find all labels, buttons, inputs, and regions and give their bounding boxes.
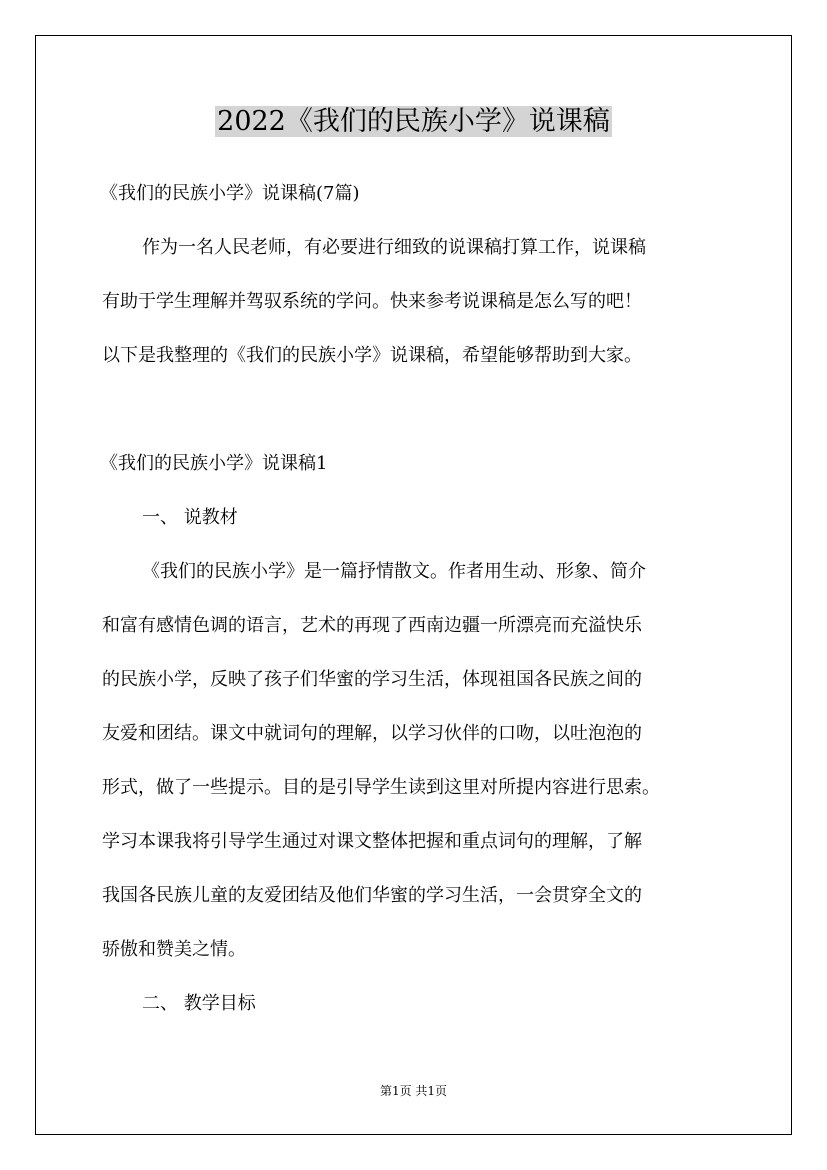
body-line: 《我们的民族小学》是一篇抒情散文。作者用生动、形象、简介: [142, 561, 646, 582]
page-footer: 第1页 共1页: [379, 1084, 448, 1098]
intro-line: 以下是我整理的《我们的民族小学》说课稿，希望能够帮助到大家。: [102, 345, 642, 366]
point-heading: 二、 教学目标: [142, 993, 256, 1014]
body-line: 学习本课我将引导学生通过对课文整体把握和重点词句的理解，了解: [102, 831, 642, 852]
intro-line: 作为一名人民老师，有必要进行细致的说课稿打算工作，说课稿: [142, 237, 646, 258]
point-heading: 一、 说教材: [142, 507, 238, 528]
body-line: 友爱和团结。课文中就词句的理解，以学习伙伴的口吻，以吐泡泡的: [102, 723, 642, 744]
body-line: 和富有感情色调的语言，艺术的再现了西南边疆一所漂亮而充溢快乐: [102, 615, 642, 636]
document-subtitle: 《我们的民族小学》说课稿(7篇): [100, 183, 360, 204]
document-title: [0, 100, 827, 144]
body-line: 我国各民族儿童的友爱团结及他们华蜜的学习生活，一会贯穿全文的: [102, 885, 642, 906]
body-line: 形式，做了一些提示。目的是引导学生读到这里对所提内容进行思索。: [102, 777, 660, 798]
body-line: 骄傲和赞美之情。: [102, 939, 246, 960]
body-line: 的民族小学，反映了孩子们华蜜的学习生活，体现祖国各民族之间的: [102, 669, 642, 690]
section-heading: 《我们的民族小学》说课稿1: [100, 453, 328, 474]
intro-line: 有助于学生理解并驾驭系统的学问。快来参考说课稿是怎么写的吧！: [102, 291, 642, 312]
document-title-text: 2022《我们的民族小学》说课稿: [217, 106, 610, 137]
